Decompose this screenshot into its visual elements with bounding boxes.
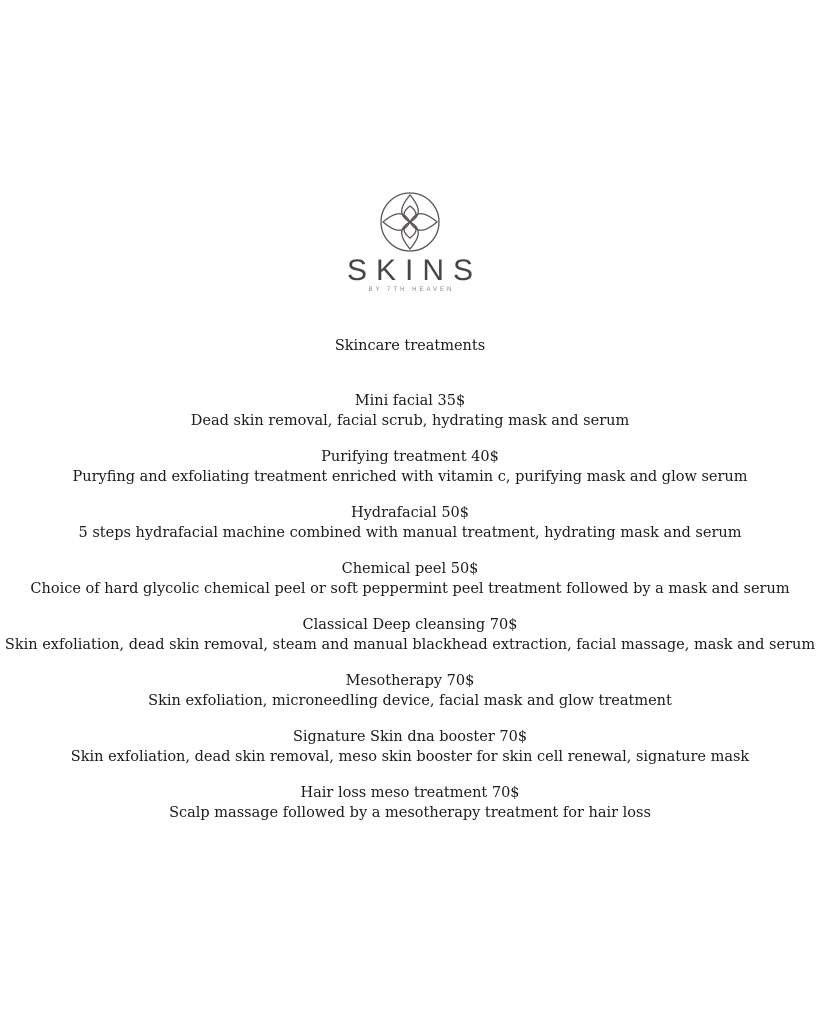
treatment-item xyxy=(0,447,820,503)
treatment-description: Choice of hard glycolic chemical peel or soft peppermint peel treatment followed by a mask and serum xyxy=(30,581,790,597)
lotus-emblem-icon xyxy=(378,190,442,254)
brand-tagline: BY 7TH HEAVEN xyxy=(368,287,455,293)
treatment-name: Purifying treatment 40$ xyxy=(321,449,499,465)
treatment-description: 5 steps hydrafacial machine combined with manual treatment, hydrating mask and serum xyxy=(78,525,742,541)
treatment-name: Signature Skin dna booster 70$ xyxy=(292,729,528,745)
section-title: Skincare treatments xyxy=(334,338,486,354)
treatment-item xyxy=(0,615,820,671)
treatment-description: Skin exfoliation, dead skin removal, meso skin booster for skin cell renewal, signature mask xyxy=(70,749,750,765)
treatment-description: Puryfing and exfoliating treatment enriched with vitamin c, purifying mask and glow serum xyxy=(72,469,748,485)
treatment-name: Mini facial 35$ xyxy=(354,393,466,409)
treatment-name: Hydrafacial 50$ xyxy=(350,505,470,521)
treatment-description: Dead skin removal, facial scrub, hydrating mask and serum xyxy=(190,413,630,429)
treatment-name: Classical Deep cleansing 70$ xyxy=(302,617,518,633)
treatment-description: Scalp massage followed by a mesotherapy treatment for hair loss xyxy=(169,805,651,821)
brand-logo xyxy=(0,190,820,294)
brand-name: SKINS xyxy=(346,254,483,287)
treatment-name: Chemical peel 50$ xyxy=(341,561,479,577)
treatment-item xyxy=(0,391,820,447)
treatment-item xyxy=(0,671,820,727)
treatment-item xyxy=(0,559,820,615)
treatment-description: Skin exfoliation, microneedling device, facial mask and glow treatment xyxy=(148,693,672,709)
treatment-item xyxy=(0,783,820,839)
treatment-name: Mesotherapy 70$ xyxy=(345,673,475,689)
treatment-item xyxy=(0,503,820,559)
treatment-description: Skin exfoliation, dead skin removal, steam and manual blackhead extraction, facial massage, mask and serum xyxy=(4,637,816,653)
treatment-name: Hair loss meso treatment 70$ xyxy=(300,785,520,801)
treatment-list xyxy=(0,391,820,839)
treatment-item xyxy=(0,727,820,783)
